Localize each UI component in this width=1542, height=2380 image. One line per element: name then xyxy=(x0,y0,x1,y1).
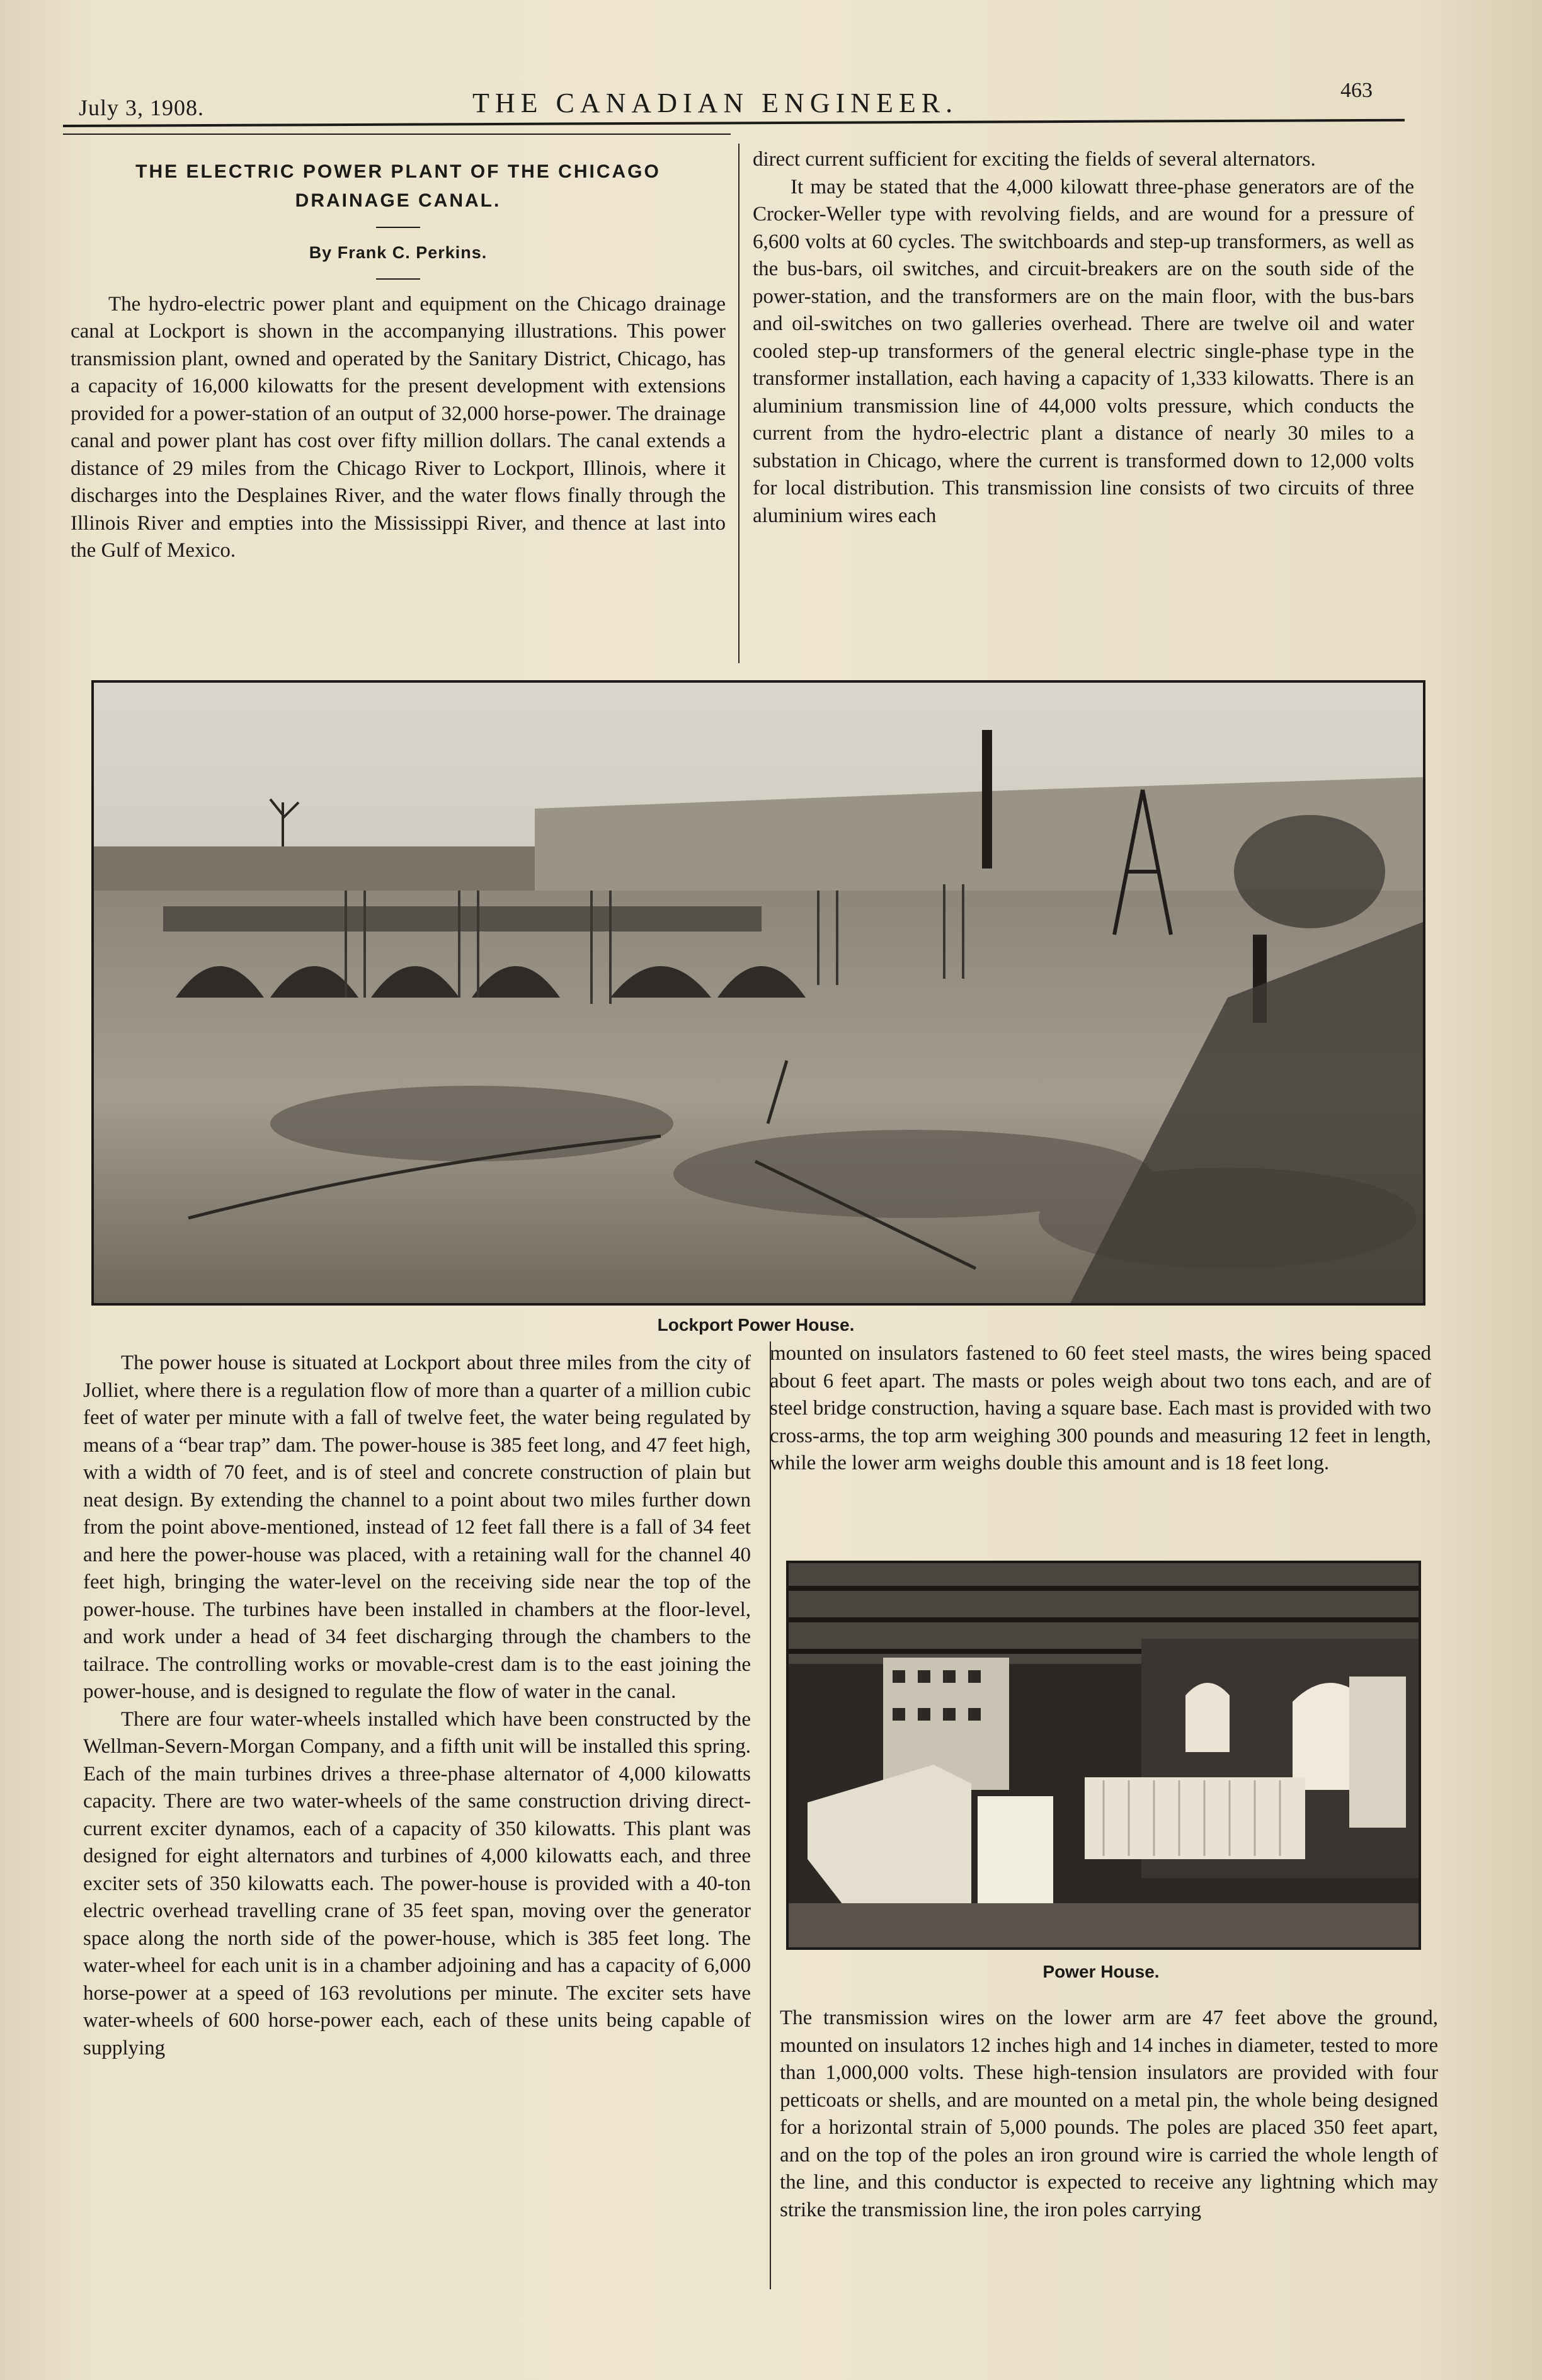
article-paragraph-masts: mounted on insulators fastened to 60 feet steel masts, the wires being spaced about 6 feet apart. The masts or poles weigh about two tons each, and are of steel bridge construction, having a square base. Each mast is provided with two cross-arms, the top arm weighing 300 pounds and measuring 12 feet in length, while the lower arm weighs double this amount and is 18 feet long. xyxy=(770,1342,1431,1474)
publication-title: THE CANADIAN ENGINEER. xyxy=(472,88,959,118)
column-divider-top xyxy=(738,144,740,663)
title-divider xyxy=(376,227,420,228)
article-paragraph-water-wheels: There are four water-wheels installed which have been constructed by the Wellman-Severn-Morgan Company, and a fifth unit will be installed this spring. Each of the main turbines drives a three-phase alternator of 4,000 kilowatts capacity. There are two water-wheels of the same construction driving direct-current exciter dynamos, each of a capacity of 350 kilowatts. This plant was designed for eight alternators and turbines of 4,000 kilowatts each, and three exciter sets of 350 kilowatts each. The power-house is provided with a 40-ton electric overhead travelling crane of 35 feet span, moving over the generator space along the north side of the power-house, which is 385 feet long. The water-wheel for each unit is in a chamber adjoining and has a capacity of 6,000 horse-power at a speed of 163 revolutions per minute. The exciter sets have water-wheels of 600 horse-power each, each of these units being capable of supplying xyxy=(83,1707,751,2059)
header-rule-secondary xyxy=(63,134,731,135)
bottom-right-column-upper xyxy=(770,1340,1431,1478)
article-paragraph-intro: The hydro-electric power plant and equipment on the Chicago drainage canal at Lockport is shown in the accompanying illustrations. This power transmission plant, owned and operated by the Sanitary District, Chicago, has a capacity of 16,000 kilowatts for the present development with extensions provided for a power-station of an output of 32,000 horse-power. The drainage canal and power plant has cost over fifty million dollars. The canal extends a distance of 29 miles from the Chicago River to Lockport, Illinois, where it discharges into the Desplaines River, and the water flows finally through the Illinois River and empties into the Mississippi River, and thence at last into the Gulf of Mexico. xyxy=(71,292,726,562)
top-right-column xyxy=(753,146,1414,530)
article-paragraph-generators: It may be stated that the 4,000 kilowatt three-phase generators are of the Crocker-Weller type with revolving fields, and are wound for a pressure of 6,600 volts at 60 cycles. The switchboards and step-up transformers, as well as the bus-bars, oil switches, and circuit-breakers are on the south side of the power-station, and the transformers are on the main floor, with the bus-bars and oil-switches on two galleries overhead. There are twelve oil and water cooled step-up transformers of the general electric single-phase type in the transformer installation, each having a capacity of 1,333 kilowatts. There is an aluminium transmission line of 44,000 volts pressure, which conducts the current from the hydro-electric plant a distance of nearly 30 miles to a substation in Chicago, where the current is transformed down to 12,000 volts for local distribution. This transmission line consists of two circuits of three aluminium wires each xyxy=(753,175,1414,527)
bottom-left-column xyxy=(83,1350,751,2062)
article-byline: By Frank C. Perkins. xyxy=(309,243,488,262)
header-rule xyxy=(63,119,1405,127)
lockport-construction-image xyxy=(94,683,1423,1303)
lockport-photo-caption: Lockport Power House. xyxy=(657,1315,855,1335)
power-house-interior-photo xyxy=(786,1561,1421,1950)
byline-divider xyxy=(376,278,420,280)
column-divider-bottom xyxy=(770,1341,771,2289)
article-paragraph-transmission-wires: The transmission wires on the lower arm are 47 feet above the ground, mounted on insulators 12 inches high and 14 inches in diameter, tested to more than 1,000,000 volts. These high-tension insulators are provided with four petticoats or shells, and are mounted on a metal pin, the whole being designed for a horizontal strain of 5,000 pounds. The poles are placed 350 feet apart, and on the top of the poles an iron ground wire is carried the whole length of the line, and this conductor is expected to receive any lightning which may strike the transmission line, the iron poles carrying xyxy=(780,2007,1438,2221)
article-paragraph-power-house: The power house is situated at Lockport about three miles from the city of Jolliet, where there is a regulation flow of more than a quarter of a million cubic feet of water per minute with a fall of twelve feet, the water being regulated by means of a “bear trap” dam. The power-house is 385 feet long, and 47 feet high, with a width of 70 feet, and is of steel and concrete construction of plain but neat design. By extending the channel to a point about two miles further down from the point above-mentioned, instead of 12 feet fall there is a fall of 34 feet and here the power-house was placed, with a retaining wall for the channel 40 feet high, bringing the water-level on the receiving side near the top of the power-house. The turbines have been installed in chambers at the floor-level, and work under a head of 34 feet discharging through the chambers to the tailrace. The controlling works or movable-crest dam is to the east joining the power-house, and is designed to regulate the flow of water in the canal. xyxy=(83,1352,751,1703)
article-paragraph-continued: direct current sufficient for exciting the fields of several alternators. xyxy=(753,148,1316,171)
lockport-power-house-photo xyxy=(91,680,1425,1306)
issue-date: July 3, 1908. xyxy=(79,95,205,120)
article-title-line2: DRAINAGE CANAL. xyxy=(295,190,501,211)
power-house-photo-caption: Power House. xyxy=(1042,1962,1160,1981)
bottom-right-column-lower xyxy=(780,2005,1438,2224)
page-number: 463 xyxy=(1340,79,1373,102)
power-house-interior-image xyxy=(789,1563,1419,1947)
article-title-line1: THE ELECTRIC POWER PLANT OF THE CHICAGO xyxy=(135,161,661,182)
top-left-column xyxy=(71,157,726,565)
